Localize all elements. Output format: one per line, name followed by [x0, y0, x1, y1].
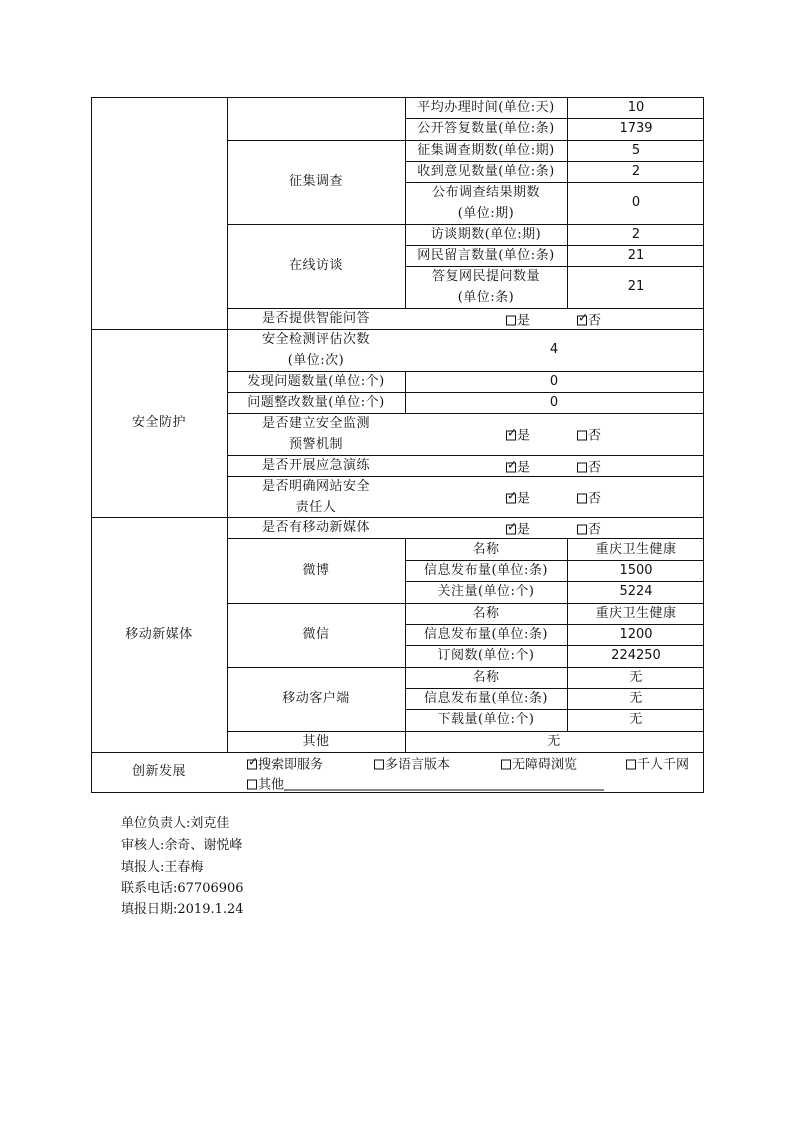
answers-label-line2: (单位:条)	[457, 290, 515, 305]
avg-time-value: 10	[627, 100, 645, 115]
smart-qa-no-text: 否	[588, 313, 602, 329]
reply-count-value: 1739	[619, 121, 653, 136]
drill-yes-option[interactable]	[506, 457, 530, 476]
checkbox-unchecked-icon[interactable]	[577, 431, 587, 441]
owner-no-option[interactable]	[577, 488, 601, 507]
innovation-accessibility-option[interactable]	[501, 754, 577, 773]
owner-no-text: 否	[588, 491, 602, 507]
wechat-name-value: 重庆卫生健康	[595, 606, 677, 621]
wechat-label: 微信	[302, 627, 330, 642]
answers-value: 21	[627, 279, 645, 294]
wechat-posts-label: 信息发布量(单位:条)	[423, 627, 549, 642]
innovation-personalized-text: 千人千网	[637, 757, 690, 773]
checkbox-unchecked-icon[interactable]	[247, 780, 257, 790]
weibo-follow-label: 关注量(单位:个)	[437, 584, 535, 599]
answers-label-line1: 答复网民提问数量	[431, 269, 541, 284]
monitor-no-option[interactable]	[577, 425, 601, 444]
smart-qa-yes-text: 是	[517, 313, 531, 329]
survey-section-label: 征集调查	[288, 174, 344, 189]
monitor-label-line1: 是否建立安全监测	[261, 416, 371, 431]
survey-periods-label: 征集调查期数(单位:期)	[417, 143, 555, 158]
owner-label-line2: 责任人	[295, 500, 337, 515]
app-posts-label: 信息发布量(单位:条)	[423, 691, 549, 706]
app-name-value: 无	[629, 670, 643, 685]
innovation-accessibility-text: 无障碍浏览	[512, 757, 578, 773]
security-eval-label-line1: 安全检测评估次数	[261, 332, 371, 347]
checkbox-unchecked-icon[interactable]	[577, 525, 587, 535]
checkbox-checked-icon[interactable]	[506, 431, 516, 441]
innovation-section-label: 创新发展	[131, 764, 187, 779]
weibo-follow-value: 5224	[619, 584, 653, 599]
drill-label: 是否开展应急演练	[261, 458, 371, 473]
footer-date: 填报日期:2019.1.24	[121, 902, 244, 917]
footer-owner: 单位负责人:刘克佳	[121, 816, 230, 831]
security-eval-value: 4	[549, 342, 559, 357]
interview-section-label: 在线访谈	[288, 258, 344, 273]
checkbox-checked-icon[interactable]	[506, 525, 516, 535]
checkbox-unchecked-icon[interactable]	[577, 463, 587, 473]
app-label: 移动客户端	[282, 691, 350, 706]
innovation-multilang-text: 多语言版本	[385, 757, 451, 773]
wechat-posts-value: 1200	[619, 627, 653, 642]
issues-fixed-label: 问题整改数量(单位:个)	[247, 395, 385, 410]
weibo-name-value: 重庆卫生健康	[595, 542, 677, 557]
monitor-yes-option[interactable]	[506, 425, 530, 444]
weibo-posts-label: 信息发布量(单位:条)	[423, 563, 549, 578]
innovation-other-option[interactable]	[247, 774, 604, 793]
has-media-no-text: 否	[588, 522, 602, 538]
media-section-label: 移动新媒体	[125, 627, 193, 642]
monitor-label-line2: 预警机制	[288, 437, 344, 452]
reply-count-label: 公开答复数量(单位:条)	[417, 121, 555, 136]
checkbox-checked-icon[interactable]	[577, 316, 587, 326]
security-eval-label	[262, 329, 370, 371]
opinions-label: 收到意见数量(单位:条)	[417, 164, 555, 179]
has-media-no-option[interactable]	[577, 519, 601, 538]
drill-no-text: 否	[588, 460, 602, 476]
drill-no-option[interactable]	[577, 457, 601, 476]
wechat-name-label: 名称	[472, 606, 500, 621]
innovation-other-text: 其他	[258, 777, 285, 793]
other-media-label: 其他	[302, 734, 330, 749]
owner-label-line1: 是否明确网站安全	[261, 479, 371, 494]
innovation-personalized-option[interactable]	[626, 754, 689, 773]
footer-reviewer: 审核人:余奇、谢悦峰	[121, 838, 243, 853]
app-downloads-value: 无	[629, 712, 643, 727]
checkbox-unchecked-icon[interactable]	[577, 494, 587, 504]
has-media-yes-text: 是	[517, 522, 531, 538]
messages-label: 网民留言数量(单位:条)	[417, 248, 555, 263]
answers-label	[432, 266, 540, 308]
smart-qa-no-option[interactable]	[577, 310, 601, 329]
checkbox-unchecked-icon[interactable]	[374, 760, 384, 770]
has-media-label: 是否有移动新媒体	[261, 520, 371, 535]
messages-value: 21	[627, 248, 645, 263]
checkbox-unchecked-icon[interactable]	[626, 760, 636, 770]
security-section-label: 安全防护	[131, 415, 187, 430]
checkbox-unchecked-icon[interactable]	[501, 760, 511, 770]
security-eval-label-line2: (单位:次)	[287, 353, 345, 368]
has-media-yes-option[interactable]	[506, 519, 530, 538]
survey-periods-value: 5	[631, 143, 641, 158]
app-downloads-label: 下载量(单位:个)	[437, 712, 535, 727]
footer-filler: 填报人:王春梅	[121, 860, 204, 875]
innovation-search-option[interactable]	[247, 754, 323, 773]
issues-found-label: 发现问题数量(单位:个)	[247, 374, 385, 389]
innovation-search-text: 搜索即服务	[258, 757, 324, 773]
survey-results-label	[432, 182, 540, 224]
opinions-value: 2	[631, 164, 641, 179]
survey-results-label-line2: (单位:期)	[457, 206, 515, 221]
smart-qa-label: 是否提供智能问答	[261, 311, 371, 326]
issues-fixed-value: 0	[549, 395, 559, 410]
smart-qa-yes-option[interactable]	[506, 310, 530, 329]
monitor-yes-text: 是	[517, 428, 531, 444]
checkbox-unchecked-icon[interactable]	[506, 316, 516, 326]
app-posts-value: 无	[629, 691, 643, 706]
innovation-other-blank[interactable]	[284, 778, 604, 791]
avg-time-label: 平均办理时间(单位:天)	[417, 100, 555, 115]
interview-periods-value: 2	[631, 227, 641, 242]
owner-label	[262, 476, 370, 518]
footer-phone: 联系电话:67706906	[121, 881, 244, 896]
survey-results-value: 0	[631, 195, 641, 210]
monitor-label	[262, 413, 370, 455]
innovation-multilang-option[interactable]	[374, 754, 450, 773]
drill-yes-text: 是	[517, 460, 531, 476]
other-media-value: 无	[547, 734, 561, 749]
interview-periods-label: 访谈期数(单位:期)	[430, 227, 542, 242]
survey-results-label-line1: 公布调查结果期数	[431, 185, 541, 200]
checkbox-checked-icon[interactable]	[506, 463, 516, 473]
weibo-posts-value: 1500	[619, 563, 653, 578]
monitor-no-text: 否	[588, 428, 602, 444]
issues-found-value: 0	[549, 374, 559, 389]
owner-yes-option[interactable]	[506, 488, 530, 507]
checkbox-checked-icon[interactable]	[247, 760, 257, 770]
checkbox-checked-icon[interactable]	[506, 494, 516, 504]
wechat-subs-value: 224250	[611, 648, 661, 663]
app-name-label: 名称	[472, 670, 500, 685]
wechat-subs-label: 订阅数(单位:个)	[437, 648, 535, 663]
weibo-label: 微博	[302, 563, 330, 578]
weibo-name-label: 名称	[472, 542, 500, 557]
owner-yes-text: 是	[517, 491, 531, 507]
